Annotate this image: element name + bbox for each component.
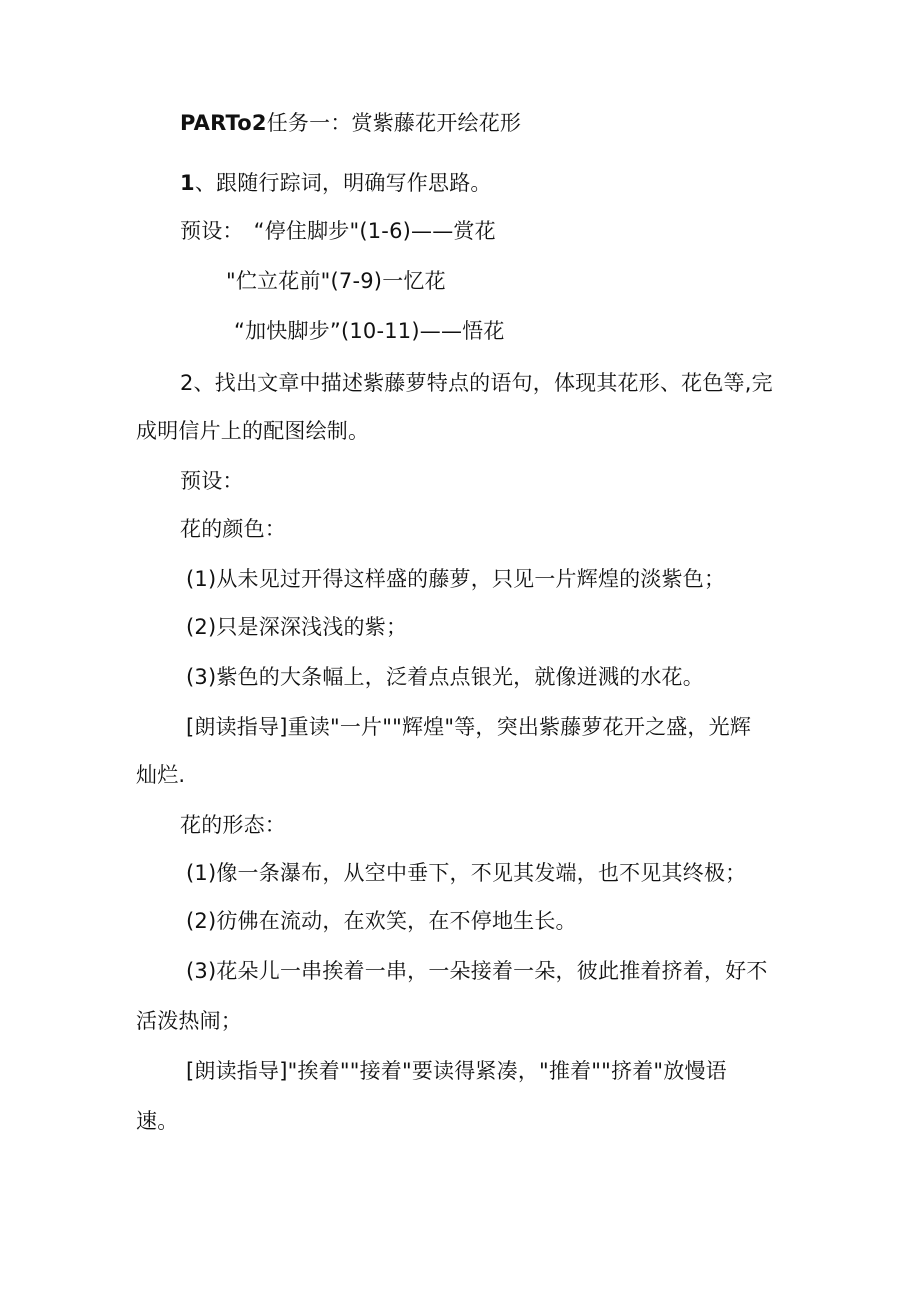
task2-instruction-line2: 成明信片上的配图绘制。 [136,419,370,443]
task2-preset-label: 预设： [180,469,244,493]
color-item-3: (3)紫色的大条幅上，泛着点点银光，就像迸溅的水花。 [186,665,704,689]
shape-heading: 花的形态： [180,813,286,837]
reading-guide-2-line1: [朗读指导]"挨着""接着"要读得紧凑，"推着""挤着"放慢语 [186,1059,727,1083]
heading-title: 任务一：赏紫藤花开绘花形 [266,111,522,135]
task1-instruction [180,168,492,198]
task1-preset-line [180,216,496,246]
shape-item-1: (1)像一条瀑布，从空中垂下，不见其发端，也不见其终极； [186,861,747,885]
shape-item-3-line1: (3)花朵儿一串挨着一串，一朵接着一朵，彼此推着挤着，好不 [186,959,768,983]
task1-row1: “停住脚步"(1-6)——赏花 [253,219,496,243]
reading-guide-1-line2: 灿烂. [136,763,186,787]
reading-guide-2-line2: 速。 [136,1109,179,1133]
task1-preset-label: 预设： [180,219,244,243]
color-item-2: (2)只是深深浅浅的紫； [186,615,408,639]
heading-part-label: PARTo2 [180,111,267,135]
color-item-1: (1)从未见过开得这样盛的藤萝，只见一片辉煌的淡紫色； [186,567,726,591]
task1-text: 、跟随行踪词，明确写作思路。 [194,171,492,195]
task1-number: 1 [180,171,195,195]
color-heading: 花的颜色： [180,517,286,541]
task1-row3: “加快脚步”(10-11)——悟花 [234,319,505,343]
section-heading [180,108,521,138]
shape-item-3-line2: 活泼热闹； [136,1009,242,1033]
shape-item-2: (2)彷佛在流动，在欢笑，在不停地生长。 [186,909,577,933]
reading-guide-1-line1: [朗读指导]重读"一片""辉煌"等，突出紫藤萝花开之盛，光辉 [186,715,752,739]
task2-instruction-line1: 2、找出文章中描述紫藤萝特点的语句，体现其花形、花色等,完 [180,371,773,395]
task1-row2: "伫立花前"(7-9)一忆花 [226,269,446,293]
